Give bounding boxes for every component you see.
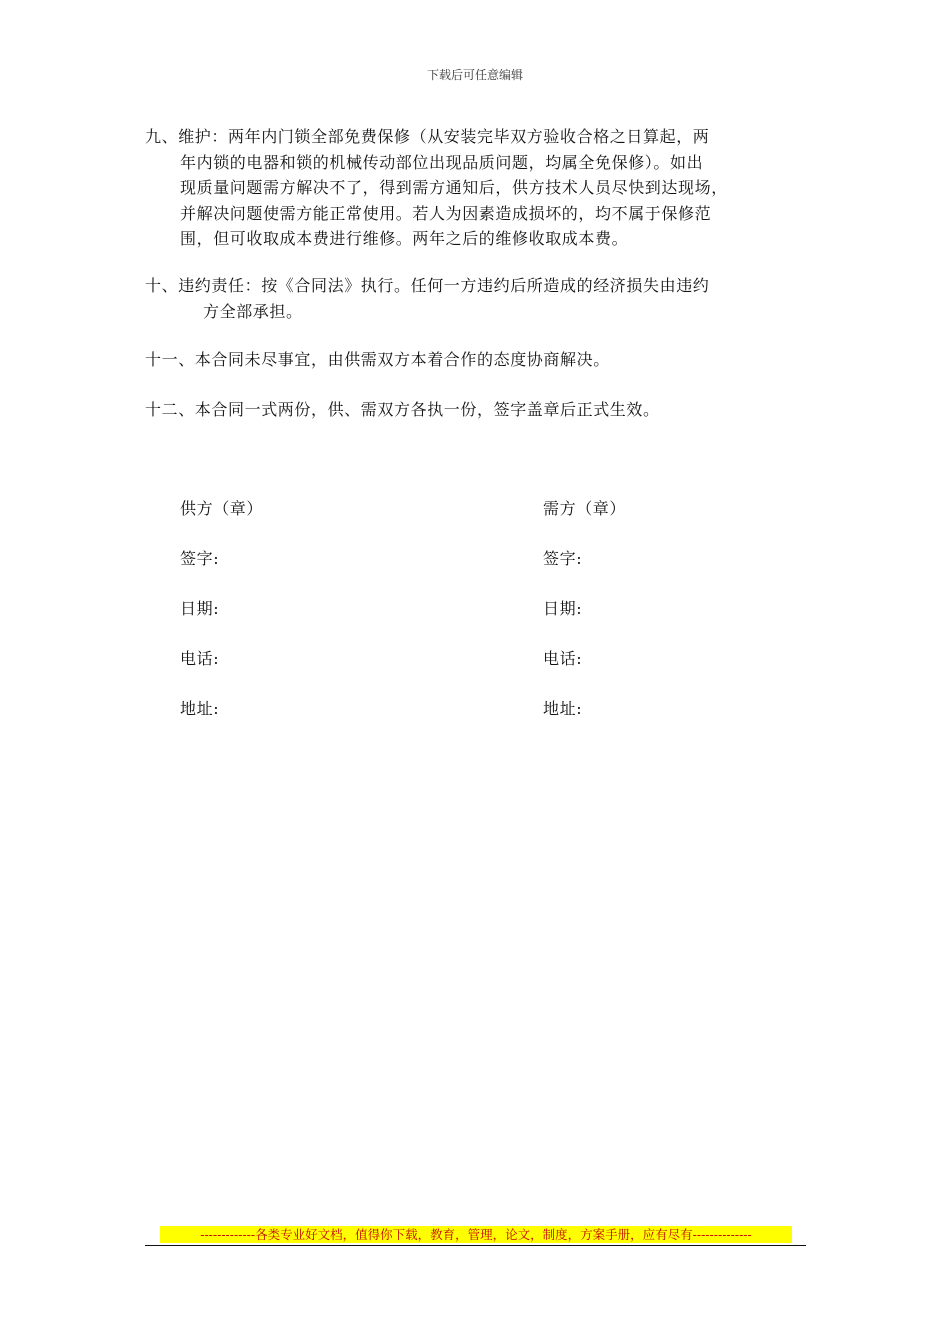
supplier-signature-block — [180, 496, 263, 746]
clause-9-line-2: 年内锁的电器和锁的机械传动部位出现品质问题，均属全免保修）。如出 — [180, 152, 704, 172]
clause-11-unresolved-matters — [145, 347, 815, 373]
clause-9-line-4: 并解决问题使需方能正常使用。若人为因素造成损坏的，均不属于保修范 — [180, 203, 712, 223]
clause-9-line-5: 围，但可收取成本费进行维修。两年之后的维修收取成本费。 — [180, 229, 629, 248]
clause-10-line-1: 十、违约责任：按《合同法》执行。任何一方违约后所造成的经济损失由违约 — [145, 276, 710, 295]
supplier-date-field: 日期: — [180, 599, 220, 618]
clause-10-liability — [145, 273, 815, 324]
supplier-sign-field: 签字: — [180, 549, 220, 568]
clause-9-line-3: 现质量问题需方解决不了，得到需方通知后，供方技术人员尽快到达现场， — [180, 178, 728, 197]
clause-12-text: 十二、本合同一式两份，供、需双方各执一份，签字盖章后正式生效。 — [145, 400, 660, 419]
clause-12-copies — [145, 397, 815, 423]
clause-11-text: 十一、本合同未尽事宜，由供需双方本着合作的态度协商解决。 — [145, 350, 610, 369]
buyer-sign-field: 签字: — [543, 549, 583, 568]
header-note: 下载后可任意编辑 — [426, 68, 523, 82]
clause-9-maintenance — [145, 124, 815, 252]
buyer-date-field: 日期: — [543, 599, 583, 618]
footer-divider — [145, 1245, 806, 1246]
supplier-address-field: 地址: — [180, 699, 220, 718]
supplier-party-label: 供方（章） — [180, 499, 264, 518]
buyer-address-field: 地址: — [543, 699, 583, 718]
supplier-phone-field: 电话: — [180, 649, 220, 668]
buyer-signature-block — [543, 496, 626, 746]
footer-banner: -------------各类专业好文档，值得你下载，教育，管理，论文，制度，方案手册，应有尽有-------------- — [160, 1226, 792, 1243]
clause-10-line-2: 方全部承担。 — [203, 301, 303, 321]
buyer-party-label: 需方（章） — [543, 499, 627, 518]
clause-9-line-1: 九、维护：两年内门锁全部免费保修（从安装完毕双方验收合格之日算起，两 — [145, 127, 710, 146]
buyer-phone-field: 电话: — [543, 649, 583, 668]
